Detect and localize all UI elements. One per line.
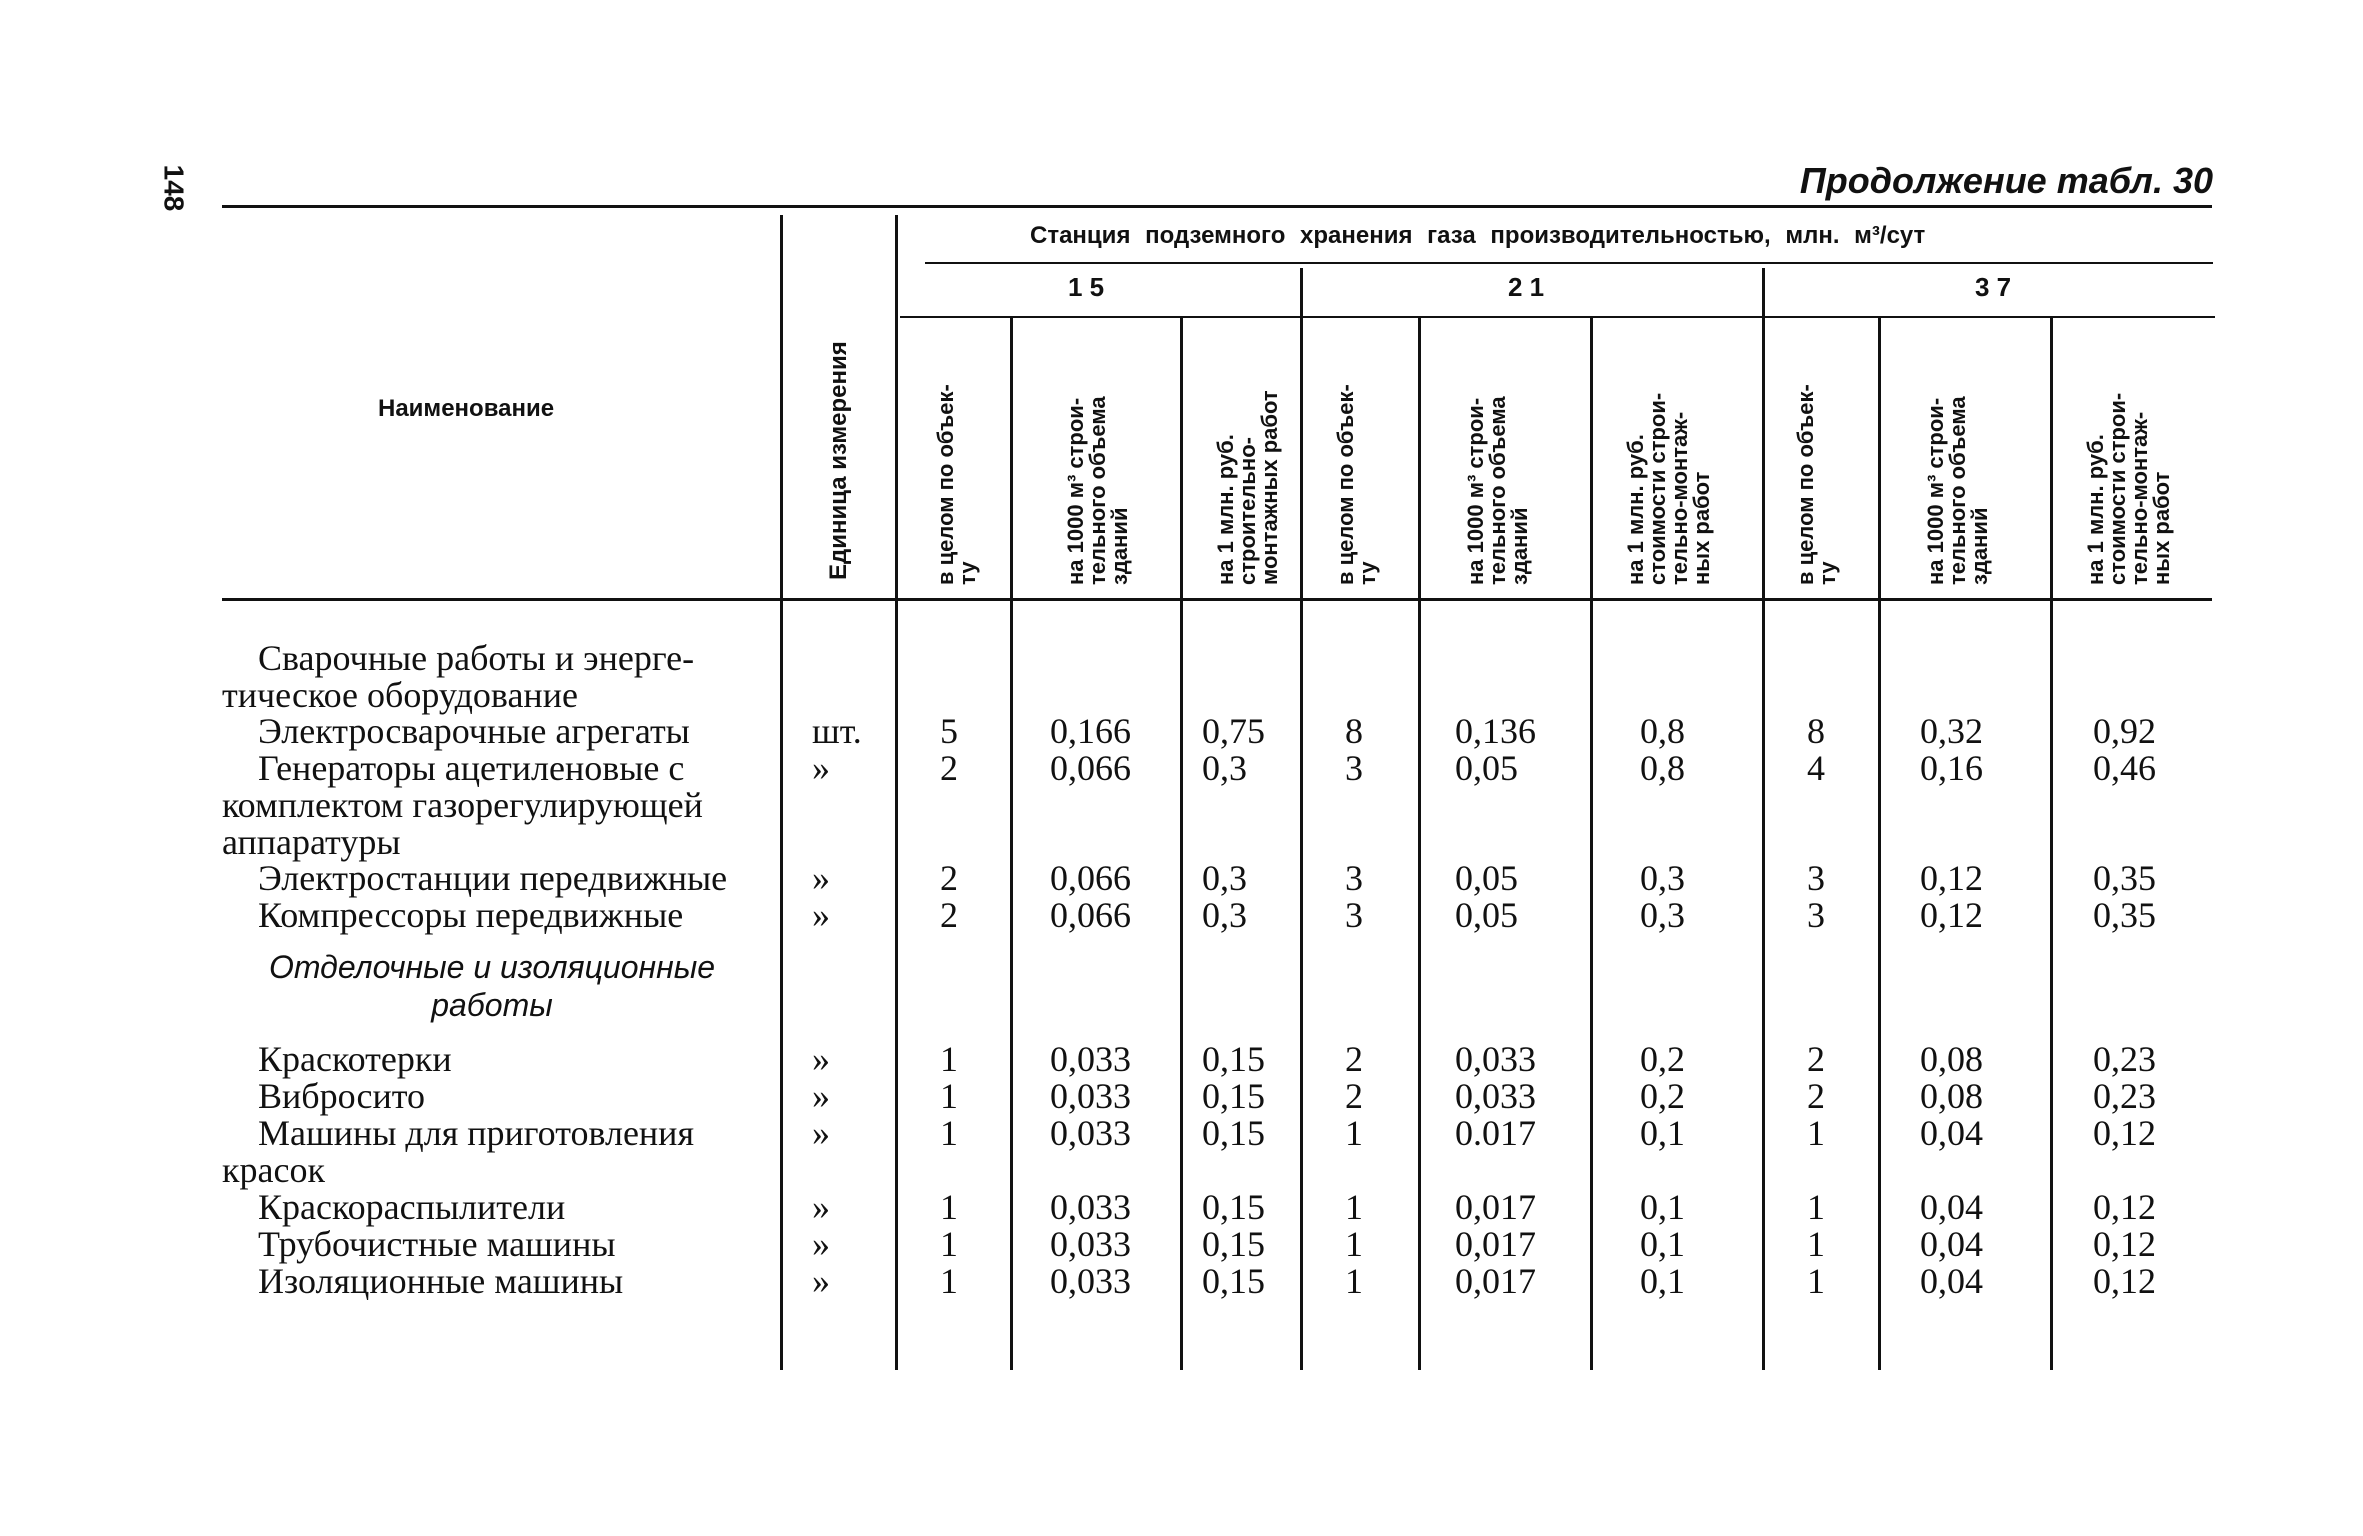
table-row-label: Краскотерки: [258, 1039, 452, 1079]
table-cell: 0,75: [1202, 711, 1265, 751]
table-cell: 3: [1807, 895, 1825, 935]
table-cell: 0,15: [1202, 1039, 1265, 1079]
table-cell: 2: [1345, 1076, 1363, 1116]
subheader-g3-per-1000: на 1000 м³ строи- тельного объема зданий: [1923, 396, 1992, 585]
table-cell: 8: [1345, 711, 1363, 751]
col-rule: [2050, 316, 2053, 1370]
subheader-g1-per-1000: на 1000 м³ строи- тельного объема зданий: [1063, 396, 1132, 585]
subheader-g3-total: в целом по объек- ту: [1793, 384, 1840, 585]
table-cell: 0,16: [1920, 748, 1983, 788]
table-cell: 0,2: [1640, 1039, 1685, 1079]
table-cell: 0,15: [1202, 1261, 1265, 1301]
table-cell: 1: [1807, 1224, 1825, 1264]
table-row-unit: »: [812, 1113, 830, 1153]
table-cell: 0,05: [1455, 895, 1518, 935]
table-cell: 0,05: [1455, 748, 1518, 788]
table-cell: 0.017: [1455, 1113, 1536, 1153]
table-cell: 2: [940, 858, 958, 898]
table-cell: 0,1: [1640, 1113, 1685, 1153]
table-cell: 0,3: [1640, 895, 1685, 935]
table-cell: 3: [1345, 748, 1363, 788]
table-row-unit: »: [812, 895, 830, 935]
table-cell: 0,8: [1640, 711, 1685, 751]
table-row-label: Генераторы ацетиленовые с комплектом газорегулирующей аппаратуры: [222, 748, 703, 862]
table-cell: 0,15: [1202, 1113, 1265, 1153]
table-cell: 1: [940, 1113, 958, 1153]
table-row-unit: »: [812, 748, 830, 788]
subheader-g2-total: в целом по объек- ту: [1333, 384, 1380, 585]
table-cell: 1: [940, 1187, 958, 1227]
col-rule: [1418, 316, 1421, 1370]
table-cell: 0,3: [1202, 858, 1247, 898]
table-cell: 2: [1345, 1039, 1363, 1079]
table-cell: 3: [1345, 895, 1363, 935]
table-cell: 0,12: [1920, 858, 1983, 898]
table-cell: 0,033: [1455, 1039, 1536, 1079]
table-cell: 0,8: [1640, 748, 1685, 788]
col-rule: [1878, 316, 1881, 1370]
table-cell: 0,12: [2093, 1224, 2156, 1264]
table-cell: 0,033: [1050, 1187, 1131, 1227]
header-group-21: 2 1: [1508, 272, 1545, 302]
table-cell: 0,1: [1640, 1261, 1685, 1301]
table-continuation-title: Продолжение табл. 30: [1799, 160, 2213, 201]
table-row-unit: »: [812, 1187, 830, 1227]
header-bottom-rule: [222, 598, 2212, 601]
table-cell: 0,35: [2093, 858, 2156, 898]
table-cell: 8: [1807, 711, 1825, 751]
table-cell: 1: [1807, 1113, 1825, 1153]
table-row-unit: »: [812, 1261, 830, 1301]
col-rule: [780, 215, 783, 1370]
table-cell: 0,15: [1202, 1224, 1265, 1264]
table-cell: 0,033: [1455, 1076, 1536, 1116]
table-cell: 0,35: [2093, 895, 2156, 935]
table-cell: 1: [1807, 1261, 1825, 1301]
page-number: 148: [158, 164, 190, 212]
table-cell: 0,017: [1455, 1261, 1536, 1301]
table-cell: 1: [940, 1039, 958, 1079]
table-cell: 0,017: [1455, 1187, 1536, 1227]
table-cell: 0,166: [1050, 711, 1131, 751]
table-cell: 2: [1807, 1039, 1825, 1079]
table-row-unit: »: [812, 1039, 830, 1079]
table-cell: 0,033: [1050, 1261, 1131, 1301]
table-cell: 5: [940, 711, 958, 751]
header-station: Станция подземного хранения газа производительностью, млн. м³/сут: [1030, 222, 1926, 249]
table-row-label: Электростанции передвижные: [258, 858, 728, 898]
table-cell: 0,3: [1202, 748, 1247, 788]
table-cell: 2: [940, 748, 958, 788]
table-row-unit: »: [812, 858, 830, 898]
header-group-15: 1 5: [1068, 272, 1105, 302]
table-cell: 0,017: [1455, 1224, 1536, 1264]
table-cell: 0,12: [2093, 1113, 2156, 1153]
table-cell: 0,033: [1050, 1113, 1131, 1153]
table-row-label: Краскораспылители: [258, 1187, 566, 1227]
table-row-label: Вибросито: [258, 1076, 425, 1116]
col-rule: [1590, 316, 1593, 1370]
group-divider: [900, 316, 2215, 318]
table-cell: 0,32: [1920, 711, 1983, 751]
table-row-label: Компрессоры передвижные: [258, 895, 684, 935]
table-row-unit: шт.: [812, 711, 862, 751]
subheader-g2-per-million: на 1 млн. руб. стоимости строи- тельно-монтаж- ных работ: [1623, 392, 1714, 585]
table-cell: 0,066: [1050, 748, 1131, 788]
table-row-unit: »: [812, 1224, 830, 1264]
table-cell: 0,12: [2093, 1261, 2156, 1301]
table-cell: 1: [1345, 1224, 1363, 1264]
table-cell: 1: [1345, 1187, 1363, 1227]
subheader-g1-per-million: на 1 млн. руб. строительно- монтажных работ: [1213, 390, 1282, 585]
table-cell: 1: [940, 1224, 958, 1264]
table-cell: 2: [940, 895, 958, 935]
subheader-g3-per-million: на 1 млн. руб. стоимости строи- тельно-монтаж- ных работ: [2083, 392, 2174, 585]
table-row-label: Электросварочные агрегаты: [258, 711, 690, 751]
section-title-finishing: Отделочные и изоляционные работы: [268, 949, 716, 1023]
table-cell: 0,04: [1920, 1187, 1983, 1227]
header-group-37: 3 7: [1975, 272, 2012, 302]
table-cell: 0,46: [2093, 748, 2156, 788]
table-cell: 0,12: [1920, 895, 1983, 935]
table-cell: 0,033: [1050, 1224, 1131, 1264]
table-cell: 0,12: [2093, 1187, 2156, 1227]
table-cell: 0,08: [1920, 1039, 1983, 1079]
table-row-unit: »: [812, 1076, 830, 1116]
table-cell: 0,08: [1920, 1076, 1983, 1116]
table-cell: 2: [1807, 1076, 1825, 1116]
table-cell: 0,1: [1640, 1224, 1685, 1264]
table-cell: 1: [1345, 1261, 1363, 1301]
table-top-rule: [222, 205, 2212, 208]
table-cell: 0,23: [2093, 1039, 2156, 1079]
table-cell: 3: [1807, 858, 1825, 898]
table-row-label: Трубочистные машины: [258, 1224, 616, 1264]
table-row-label: Изоляционные машины: [258, 1261, 624, 1301]
header-name: Наименование: [378, 395, 555, 422]
table-cell: 0,136: [1455, 711, 1536, 751]
table-cell: 4: [1807, 748, 1825, 788]
table-cell: 1: [940, 1261, 958, 1301]
col-rule: [1010, 316, 1013, 1370]
table-cell: 0,04: [1920, 1261, 1983, 1301]
table-cell: 0,033: [1050, 1039, 1131, 1079]
table-cell: 0,05: [1455, 858, 1518, 898]
section-title-welding: Сварочные работы и энерге-тическое оборудование: [222, 638, 695, 715]
table-cell: 0,3: [1202, 895, 1247, 935]
table-cell: 1: [940, 1076, 958, 1116]
col-rule: [895, 215, 898, 1370]
header-divider: [925, 262, 2213, 264]
table-cell: 0,2: [1640, 1076, 1685, 1116]
table-cell: 0,23: [2093, 1076, 2156, 1116]
table-cell: 0,92: [2093, 711, 2156, 751]
subheader-g1-total: в целом по объек- ту: [933, 384, 980, 585]
col-rule: [1300, 268, 1303, 1370]
table-cell: 0,15: [1202, 1187, 1265, 1227]
table-cell: 3: [1345, 858, 1363, 898]
table-cell: 0,066: [1050, 858, 1131, 898]
col-rule: [1762, 268, 1765, 1370]
table-cell: 0,04: [1920, 1224, 1983, 1264]
table-cell: 0,04: [1920, 1113, 1983, 1153]
table-cell: 1: [1807, 1187, 1825, 1227]
table-cell: 1: [1345, 1113, 1363, 1153]
table-cell: 0,15: [1202, 1076, 1265, 1116]
header-unit: Единица измерения: [825, 341, 852, 580]
table-cell: 0,033: [1050, 1076, 1131, 1116]
col-rule: [1180, 316, 1183, 1370]
table-cell: 0,1: [1640, 1187, 1685, 1227]
table-row-label: Машины для приготовления красок: [222, 1113, 695, 1190]
subheader-g2-per-1000: на 1000 м³ строи- тельного объема зданий: [1463, 396, 1532, 585]
table-cell: 0,3: [1640, 858, 1685, 898]
table-cell: 0,066: [1050, 895, 1131, 935]
